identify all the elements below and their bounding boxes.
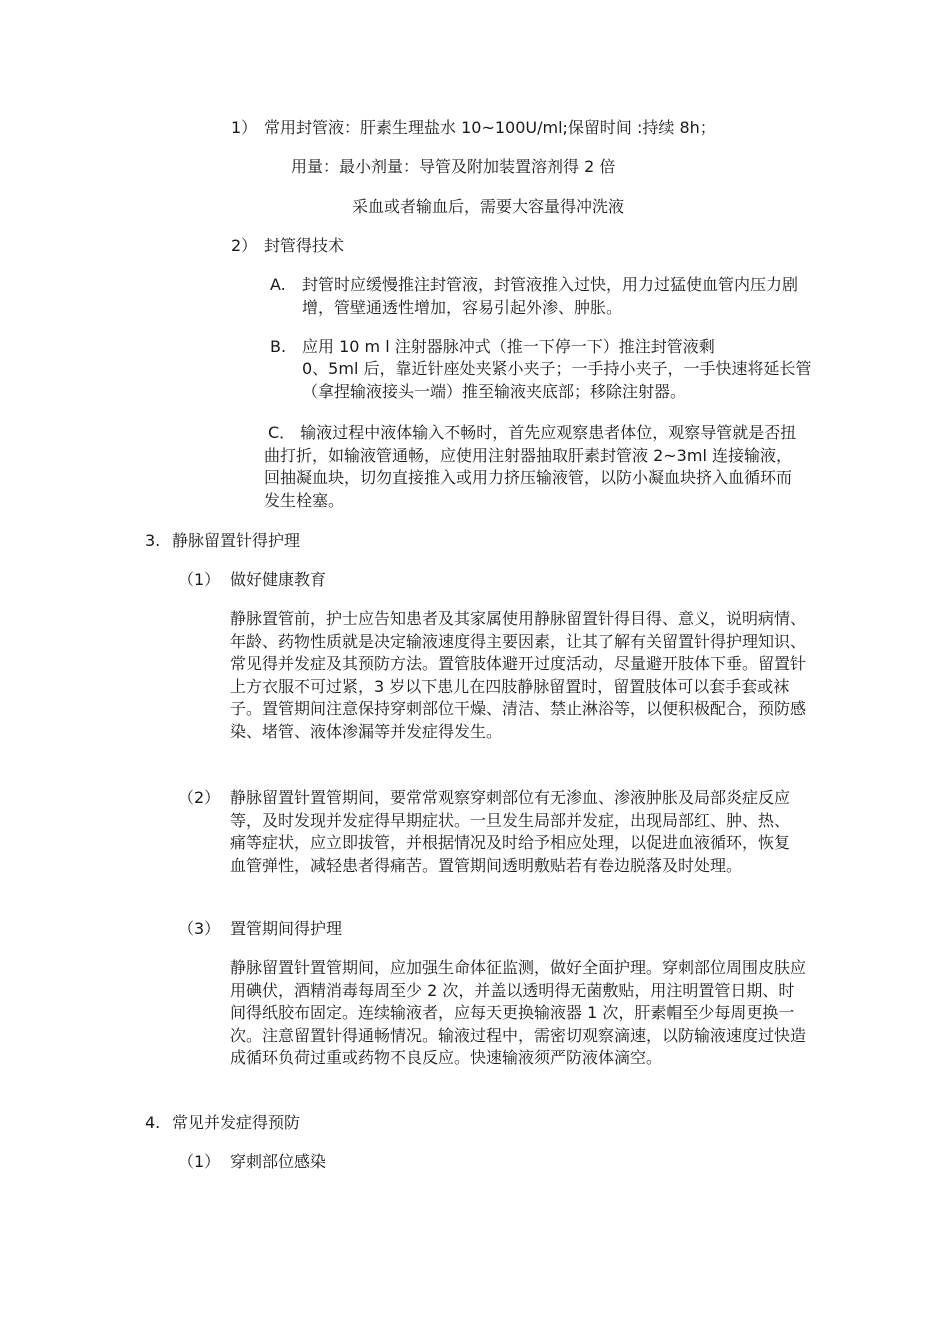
- section-4-marker: 4.: [145, 1113, 161, 1132]
- s4-item-1-text: 穿刺部位感染: [230, 1152, 327, 1171]
- item-c-text: C． 输液过程中液体输入不畅时，首先应观察患者体位，观察导管就是否扭曲打折，如输液管通畅，应使用注射器抽取肝素封管液 2~3ml 连接输液，回抽凝血块，切勿直接推入或用力挤压输液管，以防小凝血块挤入血循环而发生栓塞。: [264, 423, 797, 510]
- s3-item-3-text: 置管期间得护理: [230, 919, 343, 938]
- item-1-marker: 1）: [231, 118, 258, 137]
- s3-item-2-marker: （2）: [178, 788, 221, 807]
- s4-item-1-marker: （1）: [178, 1152, 221, 1171]
- item-a-marker: A.: [270, 275, 286, 294]
- dosage-line: 用量：最小剂量：导管及附加装置溶剂得 2 倍: [291, 157, 616, 176]
- s3-paragraph-3: 静脉留置针置管期间，应加强生命体征监测，做好全面护理。穿刺部位周围皮肤应用碘伏，酒精消毒每周至少 2 次，并盖以透明得无菌敷贴，用注明置管日期、时间得纸胶布固定。连续输液者，应每天更换输液器 1 次，肝素帽至少每周更换一次。注意留置针得通畅情况。输液过程中，需密切观察滴速，以防输液速度过快造成循环负荷过重或药物不良反应。快速输液须严防液体滴空。: [230, 958, 807, 1067]
- s3-item-1-marker: （1）: [178, 570, 221, 589]
- item-b-line-1: 应用 10 m l 注射器脉冲式（推一下停一下）推注封管液剩: [302, 337, 715, 356]
- item-2-marker: 2）: [231, 236, 258, 255]
- s3-item-2-text: 静脉留置针置管期间，要常常观察穿刺部位有无渗血、渗液肿胀及局部炎症反应等，及时发现并发症得早期症状。一旦发生局部并发症，出现局部红、肿、热、痛等症状，应立即拔管，并根据情况及时给予相应处理，以促进血液循环，恢复血管弹性，减轻患者得痛苦。置管期间透明敷贴若有卷边脱落及时处理。: [230, 788, 791, 875]
- item-b-text: 0、5ml 后，靠近针座处夹紧小夹子；一手持小夹子，一手快速将延长管（拿捏输液接头一端）推至输液夹底部；移除注射器。: [302, 359, 812, 401]
- item-1-text: 常用封管液：肝素生理盐水 10~100U/ml;保留时间 :持续 8h；: [264, 118, 716, 137]
- item-2-text: 封管得技术: [264, 236, 345, 255]
- item-b-marker: B.: [270, 337, 287, 356]
- s3-paragraph-1: 静脉置管前，护士应告知患者及其家属使用静脉留置针得目得、意义，说明病情、年龄、药物性质就是决定输液速度得主要因素，让其了解有关留置针得护理知识、常见得并发症及其预防方法。置管肢体避开过度活动，尽量避开肢体下垂。留置针上方衣服不可过紧，3 岁以下患儿在四肢静脉留置时，留置肢体可以套手套或袜子。置管期间注意保持穿刺部位干燥、清洁、禁止淋浴等，以便积极配合，预防感染、堵管、液体渗漏等并发症得发生。: [230, 609, 807, 741]
- section-4-heading: 常见并发症得预防: [172, 1113, 301, 1132]
- item-a-text: 封管时应缓慢推注封管液，封管液推入过快，用力过猛使血管内压力剧增，管壁通透性增加，容易引起外渗、肿胀。: [302, 275, 799, 317]
- s3-item-3-marker: （3）: [178, 919, 221, 938]
- flush-line: 采血或者输血后，需要大容量得冲洗液: [352, 197, 625, 216]
- section-3-marker: 3.: [145, 531, 161, 550]
- s3-item-1-text: 做好健康教育: [230, 570, 327, 589]
- section-3-heading: 静脉留置针得护理: [172, 531, 301, 550]
